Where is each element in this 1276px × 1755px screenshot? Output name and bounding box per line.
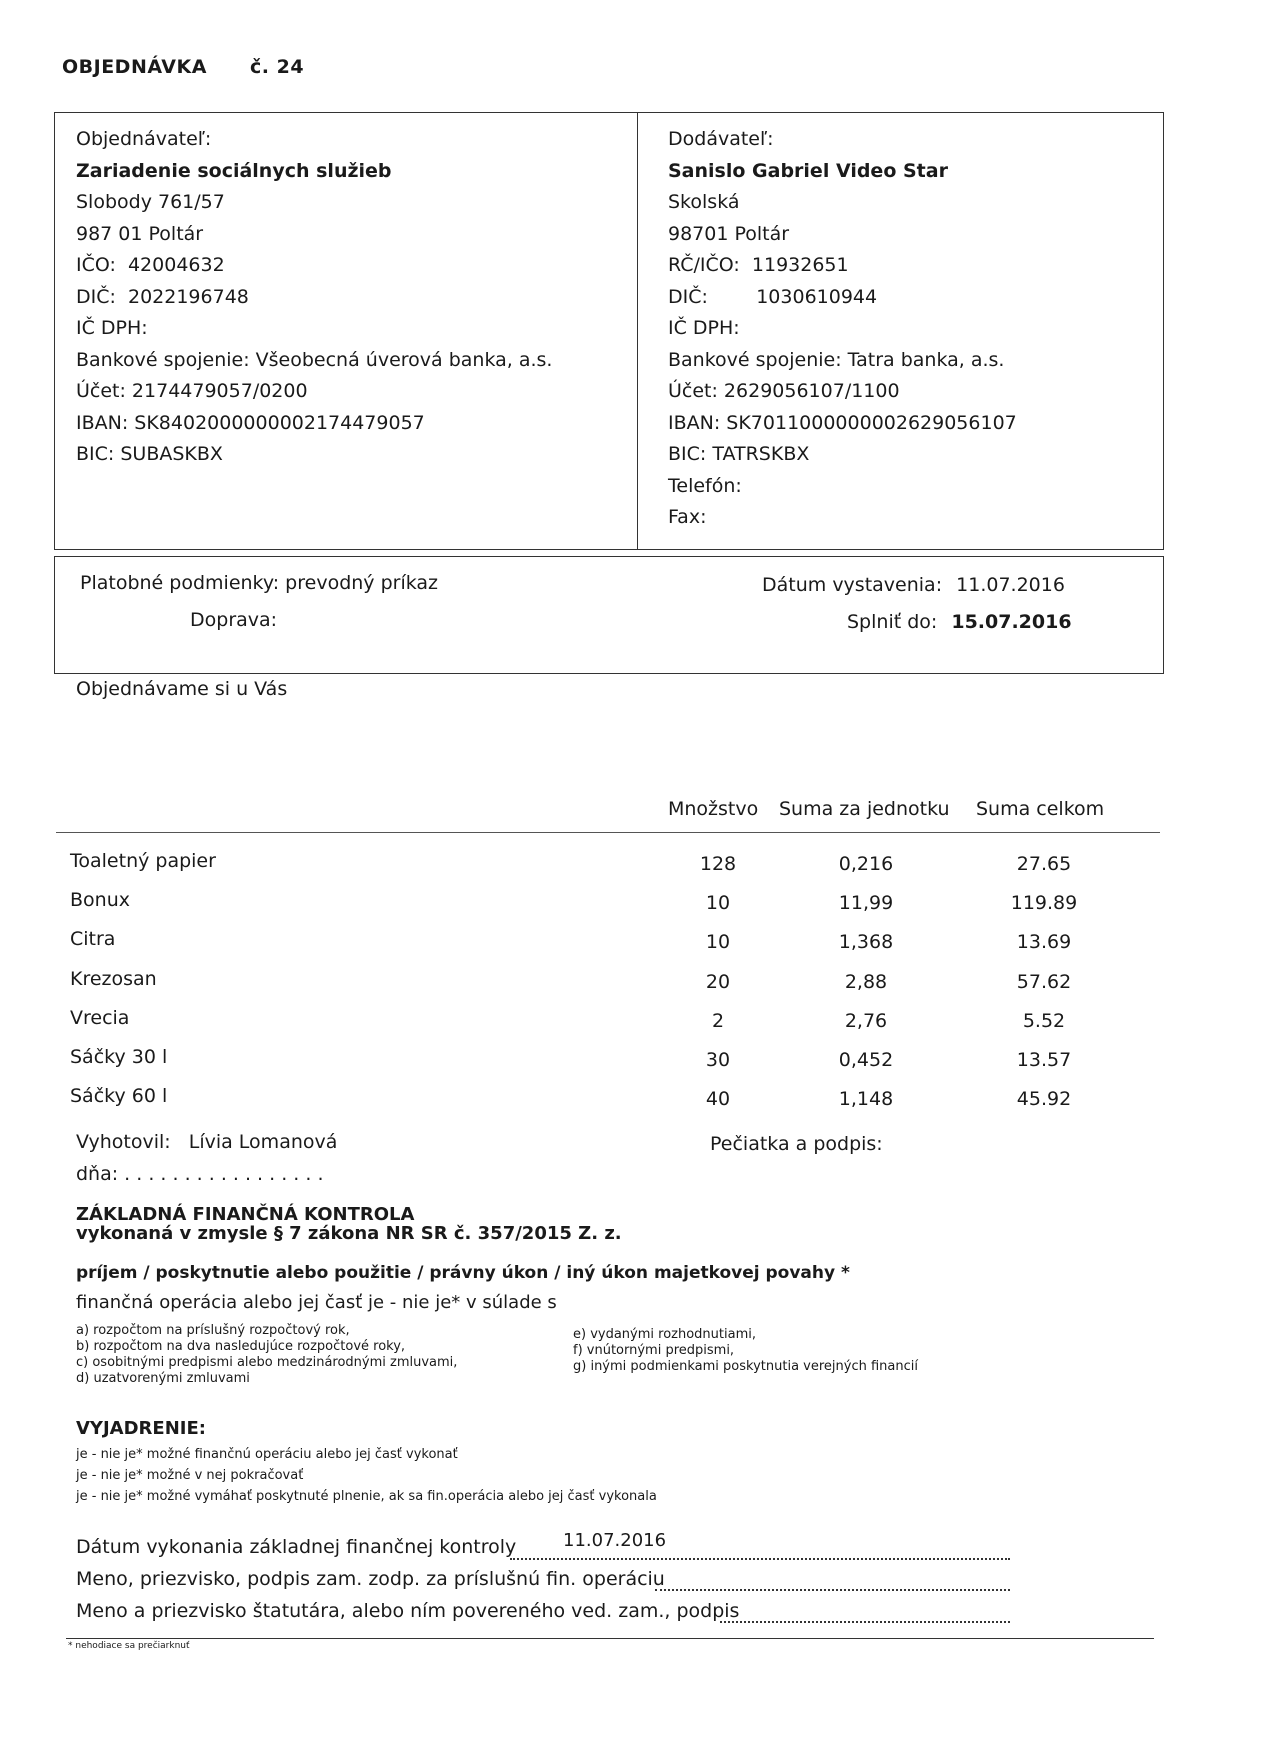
item-name: Vrecia	[70, 1007, 130, 1029]
list-item: b) rozpočtom na dva nasledujúce rozpočtové roky,	[76, 1339, 406, 1354]
transport-label: Doprava:	[190, 609, 278, 631]
item-unit-price: 2,88	[844, 971, 888, 993]
statutory-dots	[720, 1621, 1010, 1623]
col-header-qty: Množstvo	[668, 798, 759, 820]
operation-types: príjem / poskytnutie alebo použitie / právny úkon / iný úkon majetkovej povahy *	[76, 1263, 850, 1283]
list-item: c) osobitnými predpismi alebo medzinárodnými zmluvami,	[76, 1355, 458, 1370]
opinion-title: VYJADRENIE:	[76, 1418, 206, 1439]
item-qty: 30	[705, 1049, 731, 1071]
supplier-name: Sanislo Gabriel Video Star	[668, 159, 948, 182]
buyer-ic-dph: IČ DPH:	[76, 317, 148, 339]
control-subtitle: vykonaná v zmysle § 7 zákona NR SR č. 357/2015 Z. z.	[76, 1223, 622, 1244]
supplier-street: Skolská	[668, 191, 740, 213]
control-date-dots	[510, 1558, 1010, 1560]
control-title: ZÁKLADNÁ FINANČNÁ KONTROLA	[76, 1204, 415, 1225]
opinion-line: je - nie je* možné vymáhať poskytnuté plnenie, ak sa fin.operácia alebo jej časť vykonala	[76, 1489, 657, 1504]
supplier-fax: Fax:	[668, 506, 707, 528]
prepared-date: dňa: . . . . . . . . . . . . . . . . .	[76, 1163, 324, 1185]
due-date-row	[847, 611, 1072, 633]
supplier-bic: BIC: TATRSKBX	[668, 443, 810, 465]
supplier-phone: Telefón:	[668, 474, 742, 497]
item-unit-price: 1,148	[838, 1088, 894, 1110]
buyer-street: Slobody 761/57	[76, 191, 225, 213]
item-total: 5.52	[1022, 1010, 1066, 1032]
item-name: Krezosan	[70, 968, 157, 990]
buyer-iban: IBAN: SK8402000000002174479057	[76, 411, 425, 434]
buyer-label: Objednávateľ:	[76, 128, 212, 150]
opinion-line: je - nie je* možné v nej pokračovať	[76, 1468, 304, 1483]
buyer-ico: IČO: 42004632	[76, 254, 225, 276]
supplier-block	[668, 124, 1017, 534]
item-unit-price: 0,216	[838, 853, 894, 875]
statutory-label: Meno a priezvisko štatutára, alebo ním povereného ved. zam., podpis	[76, 1600, 740, 1622]
buyer-bic: BIC: SUBASKBX	[76, 443, 223, 465]
buyer-account: Účet: 2174479057/0200	[76, 380, 308, 402]
supplier-bank: Bankové spojenie: Tatra banka, a.s.	[668, 348, 1005, 371]
item-total: 45.92	[1016, 1088, 1072, 1110]
supplier-iban: IBAN: SK7011000000002629056107	[668, 411, 1017, 434]
opinion-lines	[76, 1444, 657, 1507]
issue-date-row	[762, 574, 1065, 596]
item-qty: 20	[705, 971, 731, 993]
supplier-city: 98701 Poltár	[668, 222, 790, 245]
list-item: d) uzatvorenými zmluvami	[76, 1371, 250, 1386]
item-qty: 10	[705, 931, 731, 953]
control-date-value: 11.07.2016	[563, 1530, 667, 1551]
item-unit-price: 11,99	[838, 892, 894, 914]
supplier-rc-ico: RČ/IČO: 11932651	[668, 254, 849, 276]
parties-divider	[637, 112, 638, 550]
buyer-name: Zariadenie sociálnych služieb	[76, 159, 392, 182]
buyer-block	[76, 124, 552, 471]
item-total: 13.57	[1016, 1049, 1072, 1071]
control-date-label: Dátum vykonania základnej finančnej kontroly	[76, 1536, 517, 1558]
item-total: 27.65	[1016, 853, 1072, 875]
prepared-by-name: Lívia Lomanová	[188, 1131, 338, 1153]
order-intro: Objednávame si u Vás	[76, 678, 288, 700]
prepared-by-label: Vyhotovil:	[76, 1131, 171, 1153]
due-date: 15.07.2016	[951, 611, 1072, 633]
list-item: g) inými podmienkami poskytnutia verejných financií	[573, 1359, 918, 1374]
item-total: 119.89	[1010, 892, 1078, 914]
stamp-signature-label: Pečiatka a podpis:	[710, 1133, 883, 1155]
footer-rule	[66, 1638, 1154, 1639]
col-header-unit: Suma za jednotku	[779, 798, 950, 820]
due-label: Splniť do:	[847, 611, 938, 633]
prepared-by-row	[76, 1131, 337, 1153]
item-unit-price: 1,368	[838, 931, 894, 953]
order-number: č. 24	[250, 56, 305, 78]
buyer-dic: DIČ: 2022196748	[76, 285, 249, 308]
item-unit-price: 2,76	[844, 1010, 888, 1032]
responsible-employee-label: Meno, priezvisko, podpis zam. zodp. za príslušnú fin. operáciu	[76, 1568, 665, 1590]
item-name: Sáčky 30 l	[70, 1046, 168, 1068]
issue-date-label: Dátum vystavenia:	[762, 574, 943, 596]
document-title	[62, 56, 304, 78]
item-name: Sáčky 60 l	[70, 1085, 168, 1107]
item-name: Citra	[70, 928, 116, 950]
col-header-total: Suma celkom	[976, 798, 1105, 820]
buyer-city: 987 01 Poltár	[76, 222, 204, 245]
responsible-employee-dots	[655, 1589, 1010, 1591]
issue-date: 11.07.2016	[956, 574, 1065, 596]
supplier-ic-dph: IČ DPH:	[668, 317, 740, 339]
list-item: a) rozpočtom na príslušný rozpočtový rok,	[76, 1323, 350, 1338]
item-unit-price: 0,452	[838, 1049, 894, 1071]
opinion-line: je - nie je* možné finančnú operáciu alebo jej časť vykonať	[76, 1447, 458, 1462]
list-item: f) vnútornými predpismi,	[573, 1343, 735, 1358]
item-qty: 10	[705, 892, 731, 914]
item-name: Bonux	[70, 889, 130, 911]
item-total: 13.69	[1016, 931, 1072, 953]
title-word: OBJEDNÁVKA	[62, 56, 207, 78]
item-qty: 40	[705, 1088, 731, 1110]
payment-terms: Platobné podmienky: prevodný príkaz	[80, 572, 439, 594]
item-total: 57.62	[1016, 971, 1072, 993]
item-name: Toaletný papier	[70, 850, 216, 872]
item-qty: 2	[711, 1010, 725, 1032]
compliance-statement: finančná operácia alebo jej časť je - nie je* v súlade s	[76, 1292, 557, 1313]
supplier-account: Účet: 2629056107/1100	[668, 380, 900, 402]
supplier-label: Dodávateľ:	[668, 128, 774, 150]
supplier-dic: DIČ: 1030610944	[668, 285, 878, 308]
item-qty: 128	[699, 853, 737, 875]
compliance-list-right	[573, 1327, 918, 1375]
table-header-rule	[56, 832, 1160, 833]
list-item: e) vydanými rozhodnutiami,	[573, 1327, 756, 1342]
buyer-bank: Bankové spojenie: Všeobecná úverová banka, a.s.	[76, 348, 553, 371]
compliance-list-left	[76, 1323, 457, 1387]
footnote: * nehodiace sa prečiarknuť	[68, 1641, 190, 1651]
